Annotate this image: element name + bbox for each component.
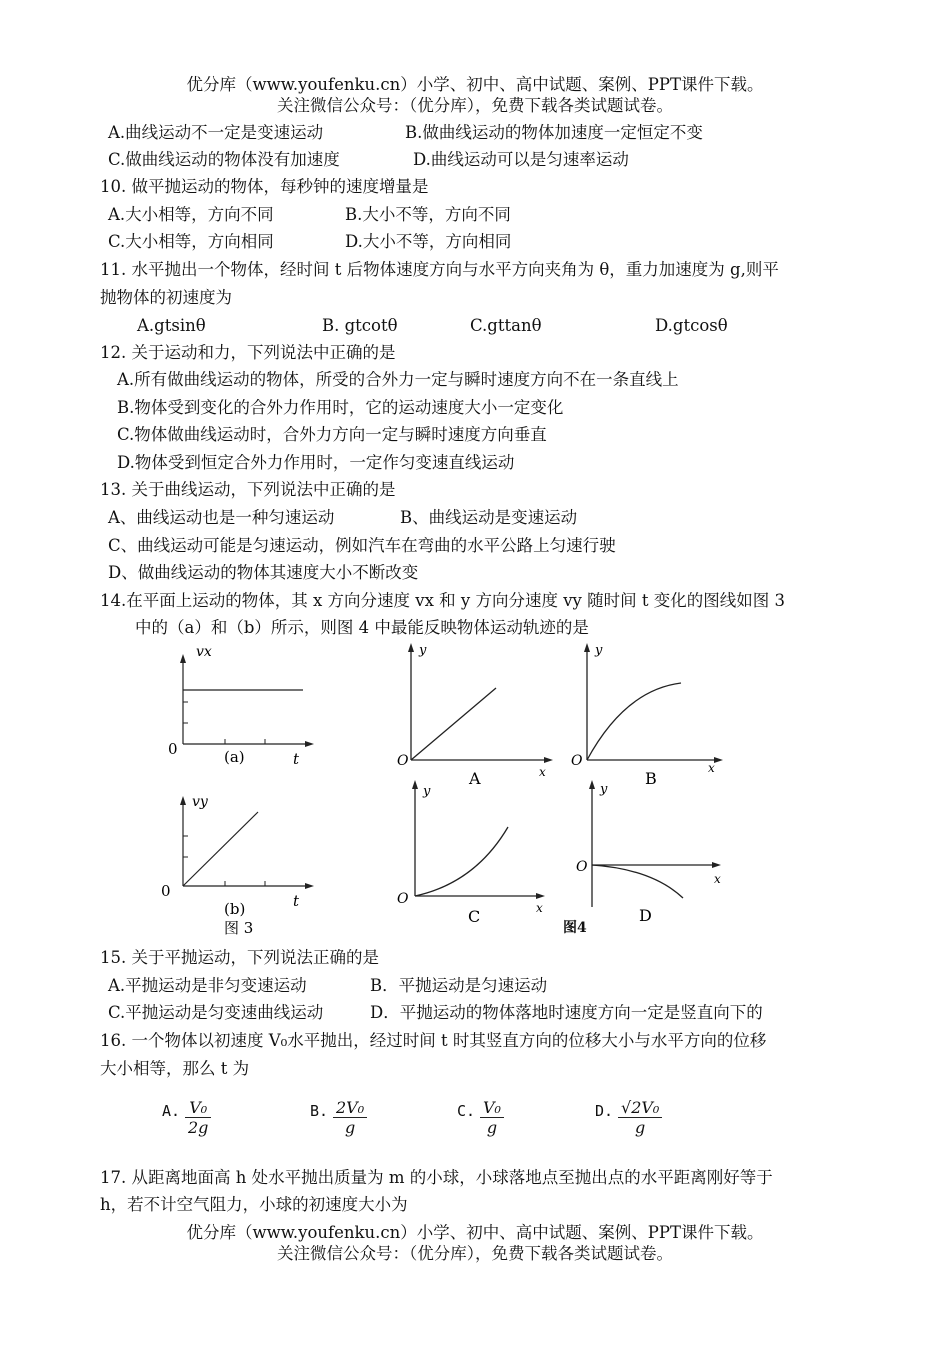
fig3a-ylabel: vx: [196, 644, 212, 660]
fig4a-xlabel: x: [539, 765, 546, 779]
fig3a-label: (a): [224, 748, 245, 766]
fig4c-label: C: [468, 907, 481, 926]
figure-4c: [395, 775, 555, 930]
q10-stem: 10. 做平抛运动的物体，每秒钟的速度增量是: [100, 177, 429, 196]
q13-option-a: A、曲线运动也是一种匀速运动: [108, 508, 335, 527]
fig4d-label: D: [639, 906, 652, 925]
fig4b-ylabel: y: [595, 643, 603, 658]
q14-stem-2: 中的（a）和（b）所示，则图 4 中最能反映物体运动轨迹的是: [135, 618, 589, 637]
q15-option-a: A.平抛运动是非匀变速运动: [108, 976, 307, 995]
q12-option-d: D.物体受到恒定合外力作用时，一定作匀变速直线运动: [117, 453, 515, 472]
figure-4a: [395, 638, 555, 788]
q16-option-a-fraction: [185, 1098, 211, 1137]
fig3a-xlabel: t: [293, 750, 300, 768]
q11-stem-2: 抛物体的初速度为: [100, 288, 232, 307]
figure-4b: [570, 638, 730, 788]
q11-option-d: D.gtcosθ: [655, 316, 728, 335]
fig4b-label: B: [645, 769, 657, 788]
q13-stem: 13. 关于曲线运动，下列说法中正确的是: [100, 480, 396, 499]
q15-option-d: D．平抛运动的物体落地时速度方向一定是竖直向下的: [370, 1003, 763, 1022]
q10-option-a: A.大小相等，方向不同: [108, 205, 274, 224]
q16-b-numerator: 2V₀: [333, 1098, 367, 1118]
footer-line-1: 优分库（www.youfenku.cn）小学、初中、高中试题、案例、PPT课件下载。: [186, 1223, 764, 1242]
fig4d-ylabel: y: [600, 782, 608, 797]
figure-3b: [160, 790, 320, 940]
q17-stem-1: 17. 从距离地面高 h 处水平抛出质量为 m 的小球，小球落地点至抛出点的水平距离刚好等于: [100, 1168, 773, 1187]
q9-option-c: C.做曲线运动的物体没有加速度: [108, 150, 340, 169]
fig3b-label: (b): [224, 900, 246, 918]
q10-option-c: C.大小相等，方向相同: [108, 232, 274, 251]
q16-d-numerator: √2V₀: [618, 1098, 662, 1118]
figure-4d: [562, 775, 737, 930]
q11-option-c: C.gttanθ: [470, 316, 542, 335]
q9-option-a: A.曲线运动不一定是变速运动: [108, 123, 324, 142]
fig3a-origin: 0: [168, 740, 178, 758]
fig4c-origin: O: [397, 891, 409, 907]
fig4-caption: 图4: [563, 920, 587, 936]
q10-option-b: B.大小不等，方向不同: [345, 205, 511, 224]
fig4d-xlabel: x: [714, 872, 721, 886]
fig3b-origin: 0: [161, 882, 171, 900]
q16-option-d-fraction: [618, 1098, 662, 1137]
fig3-caption: 图 3: [224, 919, 254, 937]
fig3b-ylabel: vy: [192, 794, 208, 810]
fig4c-ylabel: y: [423, 784, 431, 799]
q16-option-b-fraction: [333, 1098, 367, 1137]
q16-b-denominator: g: [344, 1118, 356, 1137]
q12-option-b: B.物体受到变化的合外力作用时，它的运动速度大小一定变化: [117, 398, 564, 417]
fig4a-origin: O: [397, 753, 409, 769]
q15-option-c: C.平抛运动是匀变速曲线运动: [108, 1003, 324, 1022]
q16-option-a-label: A.: [162, 1102, 181, 1120]
q17-stem-2: h，若不计空气阻力，小球的初速度大小为: [100, 1195, 408, 1214]
q16-c-numerator: V₀: [480, 1098, 504, 1118]
fig4b-xlabel: x: [708, 761, 715, 775]
header-line-2: 关注微信公众号：（优分库），免费下载各类试题试卷。: [277, 96, 673, 115]
q16-option-b-label: B.: [310, 1102, 329, 1120]
footer-line-2: 关注微信公众号：（优分库），免费下载各类试题试卷。: [277, 1244, 673, 1263]
q16-c-denominator: g: [486, 1118, 498, 1137]
q13-option-d: D、做曲线运动的物体其速度大小不断改变: [108, 563, 419, 582]
fig4c-xlabel: x: [536, 901, 543, 915]
q16-a-numerator: V₀: [185, 1098, 211, 1118]
q15-stem: 15. 关于平抛运动，下列说法正确的是: [100, 948, 379, 967]
q16-a-denominator: 2g: [188, 1118, 209, 1137]
q12-option-c: C.物体做曲线运动时，合外力方向一定与瞬时速度方向垂直: [117, 425, 547, 444]
q16-option-d-label: D.: [595, 1102, 614, 1120]
q9-option-b: B.做曲线运动的物体加速度一定恒定不变: [405, 123, 703, 142]
q12-option-a: A.所有做曲线运动的物体，所受的合外力一定与瞬时速度方向不在一条直线上: [117, 370, 679, 389]
figure-3a: [160, 638, 320, 770]
q12-stem: 12. 关于运动和力，下列说法中正确的是: [100, 343, 396, 362]
q16-d-denominator: g: [635, 1118, 646, 1137]
q16-stem-1: 16. 一个物体以初速度 V₀水平抛出，经过时间 t 时其竖直方向的位移大小与水平方向的位移: [100, 1031, 767, 1050]
q13-option-c: C、曲线运动可能是匀速运动，例如汽车在弯曲的水平公路上匀速行驶: [108, 536, 616, 555]
fig4d-origin: O: [576, 859, 588, 875]
q10-option-d: D.大小不等，方向相同: [345, 232, 512, 251]
q11-option-a: A.gtsinθ: [137, 316, 206, 335]
q11-option-b: B. gtcotθ: [322, 316, 398, 335]
fig4a-ylabel: y: [419, 643, 427, 658]
header-line-1: 优分库（www.youfenku.cn）小学、初中、高中试题、案例、PPT课件下载。: [186, 75, 764, 94]
q16-option-c-fraction: [480, 1098, 504, 1137]
fig3b-xlabel: t: [293, 892, 300, 910]
q16-stem-2: 大小相等，那么 t 为: [100, 1059, 250, 1078]
q14-stem-1: 14.在平面上运动的物体，其 x 方向分速度 vx 和 y 方向分速度 vy 随时间 t 变化的图线如图 3: [100, 591, 785, 610]
q16-option-c-label: C.: [457, 1102, 476, 1120]
q13-option-b: B、曲线运动是变速运动: [400, 508, 578, 527]
fig4b-origin: O: [571, 753, 583, 769]
q15-option-b: B．平抛运动是匀速运动: [370, 976, 548, 995]
q11-stem-1: 11. 水平抛出一个物体，经时间 t 后物体速度方向与水平方向夹角为 θ，重力加速度为 g,则平: [100, 260, 779, 279]
fig4a-label: A: [469, 769, 481, 788]
q9-option-d: D.曲线运动可以是匀速率运动: [413, 150, 629, 169]
